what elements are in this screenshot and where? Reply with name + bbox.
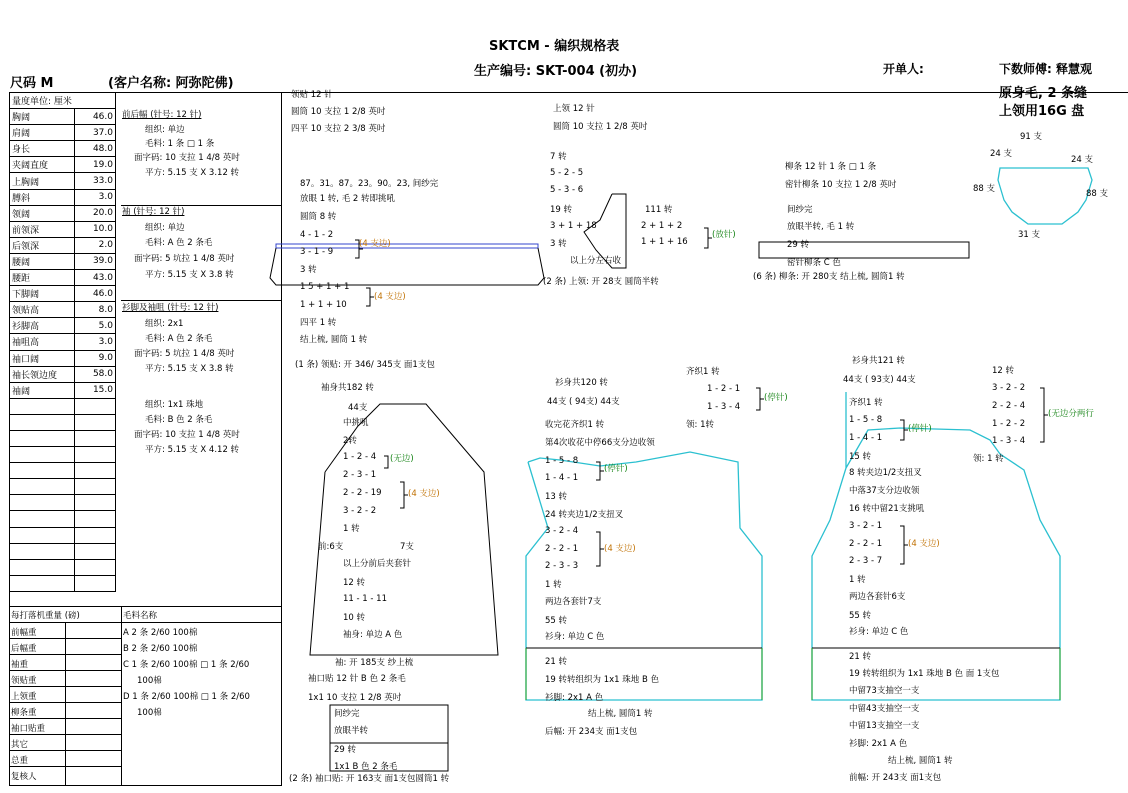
row-key: 袖阔 xyxy=(10,382,75,398)
bracket xyxy=(756,388,764,410)
upper-collar-line: 7 转 xyxy=(550,152,567,162)
sleeve-line: 3 - 2 - 2 xyxy=(343,506,377,516)
front-tag: (停针) xyxy=(908,424,932,434)
sleeve-tag: (4 支边) xyxy=(408,489,440,499)
collar-line: 领贴 12 针 xyxy=(291,90,333,100)
back-tag: (停针) xyxy=(604,464,628,474)
front-line: 1 - 5 - 8 xyxy=(849,415,883,425)
unit-label: 量度单位: 厘米 xyxy=(10,93,116,109)
cuff-line: 放眼半转 xyxy=(334,726,369,736)
upper-collar-line: 以上分左右收 xyxy=(570,256,622,266)
weight-row: 总重 xyxy=(11,756,29,766)
issuer-label: 开单人: xyxy=(883,62,924,76)
weight-row: 上领重 xyxy=(11,692,37,702)
back-line: 2 - 2 - 1 xyxy=(545,544,579,554)
collar-line: 圆筒 8 转 xyxy=(300,212,337,222)
back-line: 收完花齐织1 转 xyxy=(545,420,605,430)
row-key: 后领深 xyxy=(10,237,75,253)
front-line: 2 - 2 - 1 xyxy=(849,539,883,549)
collar-line: 结上梳, 圆筒 1 转 xyxy=(300,335,368,345)
row-key: 身长 xyxy=(10,141,75,157)
front-line: 前幅: 开 243支 面1支包 xyxy=(849,773,942,783)
upper-collar-line: 19 转 xyxy=(550,205,573,215)
front-line: 3 - 2 - 1 xyxy=(849,521,883,531)
front-line: 1 - 4 - 1 xyxy=(849,433,883,443)
note-line: 平方: 5.15 支 X 3.8 转 xyxy=(145,270,234,280)
row-value: 2.0 xyxy=(75,237,116,253)
front-line: 领: 1 转 xyxy=(973,454,1004,464)
back-line: 13 转 xyxy=(545,492,568,502)
upper-collar-line: 111 转 xyxy=(645,205,673,215)
note-line: 组织: 单边 xyxy=(145,223,185,233)
back-line: 衫身共120 转 xyxy=(555,378,608,388)
back-line: 1 - 3 - 4 xyxy=(707,402,741,412)
upper-collar-line: 3 转 xyxy=(550,239,567,249)
row-key: 衫脚高 xyxy=(10,318,75,334)
front-line: 12 转 xyxy=(992,366,1015,376)
collar-line: 四平 10 支拉 2 3/8 英吋 xyxy=(291,124,386,134)
yarn-head: 毛料名称 xyxy=(123,611,158,621)
row-value: 15.0 xyxy=(75,382,116,398)
note-line: 面字码: 10 支拉 1 4/8 英吋 xyxy=(134,430,240,440)
row-key: 上胸阔 xyxy=(10,173,75,189)
row-value: 3.0 xyxy=(75,334,116,350)
note-line: 平方: 5.15 支 X 3.8 转 xyxy=(145,364,234,374)
neck-label: 31 支 xyxy=(1018,230,1041,240)
note-line: 组织: 单边 xyxy=(145,125,185,135)
row-key: 下脚阔 xyxy=(10,286,75,302)
sleeve-line: 44支 xyxy=(348,403,368,413)
upper-collar-line: 2 + 1 + 2 xyxy=(641,221,683,231)
sleeve-line: 10 转 xyxy=(343,613,366,623)
strip-line: 29 转 xyxy=(787,240,810,250)
row-key: 前领深 xyxy=(10,221,75,237)
row-value: 8.0 xyxy=(75,302,116,318)
upper-collar-tag: (放针) xyxy=(712,230,736,240)
collar-line: 四平 1 转 xyxy=(300,318,337,328)
note-line: 毛料: 1 条 □ 1 条 xyxy=(145,139,215,149)
front-line: 结上梳, 圆筒1 转 xyxy=(888,756,953,766)
row-value: 5.0 xyxy=(75,318,116,334)
back-line: 衫脚: 2x1 A 色 xyxy=(545,693,604,703)
back-line: 后幅: 开 234支 面1支包 xyxy=(545,727,638,737)
note-line: 毛料: A 色 2 条毛 xyxy=(145,334,213,344)
front-line: 8 转夹边1/2支扭叉 xyxy=(849,468,922,478)
weight-row: 其它 xyxy=(11,740,29,750)
bracket xyxy=(400,482,408,508)
bracket xyxy=(384,456,388,468)
row-value: 33.0 xyxy=(75,173,116,189)
back-line: 3 - 2 - 4 xyxy=(545,526,579,536)
strip-line: 柳条 12 针 1 条 □ 1 条 xyxy=(785,162,877,172)
strip-line: (6 条) 柳条: 开 280支 结上梳, 圆筒1 转 xyxy=(753,272,905,282)
row-value: 10.0 xyxy=(75,221,116,237)
back-line: 44支 ( 94支) 44支 xyxy=(547,397,620,407)
weight-row: 柳条重 xyxy=(11,708,37,718)
yarn-row: 100棉 xyxy=(137,708,162,718)
front-line: 1 转 xyxy=(849,575,866,585)
sleeve-line: 2 - 3 - 1 xyxy=(343,470,377,480)
weight-row: 后幅重 xyxy=(11,644,37,654)
front-tag: (4 支边) xyxy=(908,539,940,549)
front-line: 16 转中留21支挑吼 xyxy=(849,504,925,514)
bracket xyxy=(596,462,604,480)
note-line: 平方: 5.15 支 X 4.12 转 xyxy=(145,445,240,455)
row-key: 袖长领边度 xyxy=(10,366,75,382)
upper-collar-line: 1 + 1 + 16 xyxy=(641,237,688,247)
bracket xyxy=(900,420,908,440)
row-key: 腰阔 xyxy=(10,253,75,269)
front-line: 2 - 2 - 4 xyxy=(992,401,1026,411)
upper-collar-line: 5 - 3 - 6 xyxy=(550,185,584,195)
collar-line: 4 - 1 - 2 xyxy=(300,230,334,240)
front-tag: (无边分两行 xyxy=(1048,409,1094,419)
weight-head: 每打落机重量 (磅) xyxy=(11,611,80,621)
sleeve-tag: (无边) xyxy=(390,454,414,464)
row-key: 领贴高 xyxy=(10,302,75,318)
front-line: 55 转 xyxy=(849,611,872,621)
back-line: 24 转夹边1/2支扭叉 xyxy=(545,510,624,520)
back-line: 齐织1 转 xyxy=(686,367,720,377)
collar-line: 放眼 1 转, 毛 2 转即挑吼 xyxy=(300,194,396,204)
production-number: 生产编号: SKT-004 (初办) xyxy=(474,64,638,79)
back-line: 1 - 5 - 8 xyxy=(545,456,579,466)
bracket xyxy=(1040,388,1048,442)
row-key: 袖口阔 xyxy=(10,350,75,366)
collar-line: (1 条) 领贴: 开 346/ 345支 面1支包 xyxy=(295,360,435,370)
yarn-note-1: 原身毛, 2 条缝 xyxy=(999,86,1088,101)
neck-label: 24 支 xyxy=(990,149,1013,159)
sleeve-shape xyxy=(310,404,498,655)
back-line: 两边各套针7支 xyxy=(545,597,602,607)
collar-tag: (4 支边) xyxy=(374,292,406,302)
sleeve-line: 12 转 xyxy=(343,578,366,588)
upper-collar-line: 圆筒 10 支拉 1 2/8 英吋 xyxy=(553,122,648,132)
sleeve-line: 1 - 2 - 4 xyxy=(343,452,377,462)
collar-tag: (4 支边) xyxy=(359,239,391,249)
neck-label: 91 支 xyxy=(1020,132,1043,142)
sleeve-line: 袖: 开 185支 纱上梳 xyxy=(335,658,414,668)
front-line: 15 转 xyxy=(849,452,872,462)
sleeve-line: 袖身共182 转 xyxy=(321,383,374,393)
cuff-line: 1x1 10 支拉 1 2/8 英吋 xyxy=(308,693,402,703)
weight-row: 前幅重 xyxy=(11,628,37,638)
bracket xyxy=(366,288,374,306)
yarn-note-2: 上领用16G 盘 xyxy=(999,104,1085,119)
yarn-row: 100棉 xyxy=(137,676,162,686)
back-line: 1 - 2 - 1 xyxy=(707,384,741,394)
neck-label: 88 支 xyxy=(1086,189,1109,199)
strip-line: 密针柳条 10 支拉 1 2/8 英吋 xyxy=(785,180,897,190)
back-line: 55 转 xyxy=(545,616,568,626)
yarn-row: B 2 条 2/60 100棉 xyxy=(123,644,198,654)
neck-label: 88 支 xyxy=(973,184,996,194)
cuff-line: 间纱完 xyxy=(334,709,360,719)
back-line: 衫身: 单边 C 色 xyxy=(545,632,605,642)
front-line: 衫身: 单边 C 色 xyxy=(849,627,909,637)
row-key: 夹阔直度 xyxy=(10,157,75,173)
sleeve-line: 中挑吼 xyxy=(343,418,369,428)
master-label: 下数师傅: 释慧观 xyxy=(999,62,1092,76)
upper-collar-line: (2 条) 上领: 开 28支 圆筒半转 xyxy=(543,277,659,287)
upper-collar-line: 3 + 1 + 18 xyxy=(550,221,597,231)
front-line: 齐织1 转 xyxy=(849,398,883,408)
back-line: 21 转 xyxy=(545,657,568,667)
yarn-row: C 1 条 2/60 100棉 □ 1 条 2/60 xyxy=(123,660,250,670)
back-line: 1 - 4 - 1 xyxy=(545,473,579,483)
sleeve-line: 1 转 xyxy=(343,524,360,534)
front-line: 中落37支分边收领 xyxy=(849,486,920,496)
yarn-row: D 1 条 2/60 100棉 □ 1 条 2/60 xyxy=(123,692,250,702)
row-key: 腰距 xyxy=(10,270,75,286)
row-key: 肩阔 xyxy=(10,125,75,141)
front-line: 3 - 2 - 2 xyxy=(992,383,1026,393)
front-line: 19 转转组织为 1x1 珠地 B 色 面 1支包 xyxy=(849,669,1000,679)
weight-row: 复核人 xyxy=(11,772,37,782)
front-line: 中留43支抽空一支 xyxy=(849,704,920,714)
collar-line: 1 + 1 + 10 xyxy=(300,300,347,310)
front-line: 1 - 3 - 4 xyxy=(992,436,1026,446)
row-value: 37.0 xyxy=(75,125,116,141)
back-tag: (停针) xyxy=(764,393,788,403)
row-value: 20.0 xyxy=(75,205,116,221)
weight-row: 袖重 xyxy=(11,660,29,670)
bracket xyxy=(900,526,908,564)
size-label: 尺码 M xyxy=(10,76,54,91)
sleeve-line: 2 - 2 - 19 xyxy=(343,488,382,498)
row-value: 43.0 xyxy=(75,270,116,286)
front-line: 21 转 xyxy=(849,652,872,662)
collar-line: 87。31。87。23。90。23, 间纱完 xyxy=(300,179,439,189)
note-line: 毛料: A 色 2 条毛 xyxy=(145,238,213,248)
sleeve-line: 以上分前后夹套针 xyxy=(343,559,412,569)
front-line: 中留13支抽空一支 xyxy=(849,721,920,731)
back-line: 1 转 xyxy=(545,580,562,590)
back-line: 19 转转组织为 1x1 珠地 B 色 xyxy=(545,675,660,685)
strip-line: 放眼半转, 毛 1 转 xyxy=(787,222,855,232)
row-key: 袖咀高 xyxy=(10,334,75,350)
upper-collar-line: 上领 12 针 xyxy=(553,104,595,114)
sleeve-line: 前:6支 xyxy=(318,542,344,552)
front-line: 两边各套针6支 xyxy=(849,592,906,602)
weight-row: 领贴重 xyxy=(11,676,37,686)
front-line: 中留73支抽空一支 xyxy=(849,686,920,696)
strip-line: 间纱完 xyxy=(787,205,813,215)
collar-line: 3 - 1 - 9 xyxy=(300,247,334,257)
note-title: 衫脚及袖咀 (针号: 12 针) xyxy=(122,303,219,313)
front-line: 衫身共121 转 xyxy=(852,356,905,366)
back-line: 领: 1转 xyxy=(686,420,714,430)
upper-collar-line: 5 - 2 - 5 xyxy=(550,168,584,178)
collar-line: 3 转 xyxy=(300,265,317,275)
row-value: 39.0 xyxy=(75,253,116,269)
sleeve-line: 2转 xyxy=(343,436,357,446)
neck-label: 24 支 xyxy=(1071,155,1094,165)
sleeve-line: 7支 xyxy=(400,542,414,552)
row-key: 领阔 xyxy=(10,205,75,221)
row-value: 3.0 xyxy=(75,189,116,205)
row-key: 胸阔 xyxy=(10,109,75,125)
back-tag: (4 支边) xyxy=(604,544,636,554)
note-line: 面字码: 5 坑拉 1 4/8 英吋 xyxy=(134,349,235,359)
note-line: 组织: 2x1 xyxy=(145,319,184,329)
cuff-line: (2 条) 袖口贴: 开 163支 面1支包圆筒1 转 xyxy=(289,774,450,784)
row-value: 48.0 xyxy=(75,141,116,157)
collar-line: 1 5 + 1 + 1 xyxy=(300,282,350,292)
note-title: 袖 (针号: 12 针) xyxy=(122,207,185,217)
front-line: 44支 ( 93支) 44支 xyxy=(843,375,916,385)
yarn-row: A 2 条 2/60 100棉 xyxy=(123,628,198,638)
note-line: 平方: 5.15 支 X 3.12 转 xyxy=(145,168,240,178)
row-value: 19.0 xyxy=(75,157,116,173)
row-key: 膊斜 xyxy=(10,189,75,205)
cuff-line: 袖口贴 12 针 B 色 2 条毛 xyxy=(308,674,406,684)
weight-row: 袖口贴重 xyxy=(11,724,46,734)
back-line: 第4次收花中停66支分边收领 xyxy=(545,438,655,448)
row-value: 9.0 xyxy=(75,350,116,366)
cuff-line: 29 转 xyxy=(334,745,357,755)
note-line: 面字码: 5 坑拉 1 4/8 英吋 xyxy=(134,254,235,264)
cuff-line: 1x1 B 色 2 条毛 xyxy=(334,762,398,772)
row-value: 46.0 xyxy=(75,109,116,125)
front-line: 2 - 3 - 7 xyxy=(849,556,883,566)
front-line: 衫脚: 2x1 A 色 xyxy=(849,739,908,749)
note-line: 面字码: 10 支拉 1 4/8 英吋 xyxy=(134,153,240,163)
back-line: 2 - 3 - 3 xyxy=(545,561,579,571)
sleeve-line: 11 - 1 - 11 xyxy=(343,594,387,604)
row-value: 46.0 xyxy=(75,286,116,302)
row-value: 58.0 xyxy=(75,366,116,382)
strip-line: 密针柳条 C 色 xyxy=(787,258,841,268)
client-name: (客户名称: 阿弥陀佛) xyxy=(108,76,234,91)
bracket xyxy=(596,532,604,566)
doc-title: SKTCM - 编织规格表 xyxy=(489,39,620,54)
sleeve-line: 袖身: 单边 A 色 xyxy=(343,630,403,640)
collar-line: 圆筒 10 支拉 1 2/8 英吋 xyxy=(291,107,386,117)
neck-diagram xyxy=(998,168,1092,224)
note-title: 前后幅 (针号: 12 针) xyxy=(122,110,202,120)
note-line: 毛料: B 色 2 条毛 xyxy=(145,415,213,425)
front-line: 1 - 2 - 2 xyxy=(992,419,1026,429)
back-line: 结上梳, 圆筒1 转 xyxy=(588,709,653,719)
bracket xyxy=(704,228,712,248)
note-line: 组织: 1x1 珠地 xyxy=(145,400,204,410)
